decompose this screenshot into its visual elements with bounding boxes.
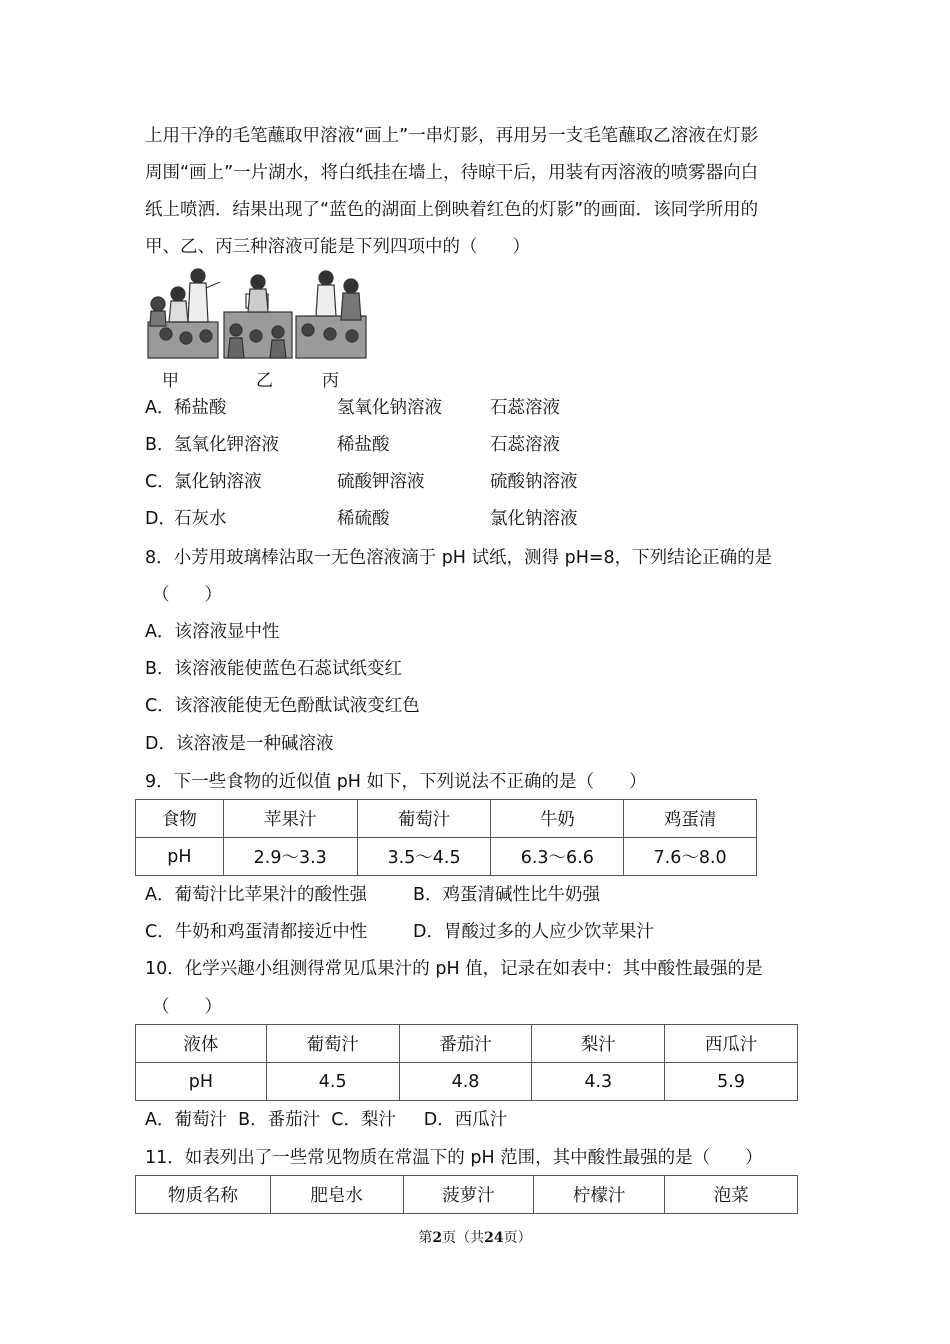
figure-label-bing: 丙 [322,371,339,391]
footer-suffix: 页） [503,1230,532,1246]
figure-label-yi: 乙 [256,371,273,391]
table-cell: 葡萄汁 [357,800,491,838]
option-col3: 氯化钠溶液 [490,509,578,529]
table-cell: 7.6～8.0 [624,838,757,876]
q8-option-b[interactable]: B．该溶液能使蓝色石蕊试纸变红 [145,659,403,679]
table-cell: 番茄汁 [399,1025,532,1063]
option-letter: D． [145,509,176,529]
q9-stem: 9．下一些食物的近似值 pH 如下，下列说法不正确的是（ ） [145,772,647,792]
table-cell: 5.9 [665,1063,798,1101]
q10-stem: 10．化学兴趣小组测得常见瓜果汁的 pH 值，记录在如表中：其中酸性最强的是 [145,959,763,979]
q10-table [135,1024,798,1101]
option-col3: 石蕊溶液 [490,398,560,418]
q11-stem: 11．如表列出了一些常见物质在常温下的 pH 范围，其中酸性最强的是（ ） [145,1148,763,1168]
table-row [136,800,757,838]
footer-mid: 页（共 [442,1230,485,1246]
option-col1: 石灰水 [174,509,227,529]
page-number: 2 [432,1230,443,1246]
q9-option-b[interactable]: B．鸡蛋清碱性比牛奶强 [413,885,601,905]
q8-stem: 8．小芳用玻璃棒沾取一无色溶液滴于 pH 试纸，测得 pH=8，下列结论正确的是 [145,548,773,568]
table-cell: pH [136,1063,267,1101]
table-cell: 西瓜汁 [665,1025,798,1063]
table-cell: 液体 [136,1025,267,1063]
option-letter: C． [145,472,175,492]
table-cell: 4.8 [399,1063,532,1101]
q11-table [135,1175,798,1214]
classroom-illustration [146,264,368,362]
table-cell: pH [136,838,224,876]
footer-prefix: 第 [418,1230,433,1246]
option-col2: 氢氧化钠溶液 [337,398,442,418]
option-col2: 硫酸钾溶液 [337,472,425,492]
option-col2: 稀硫酸 [337,509,390,529]
page-footer [0,1227,950,1247]
q10-options[interactable]: A．葡萄汁 B．番茄汁 C．梨汁 D．西瓜汁 [145,1110,508,1130]
option-col1: 氯化钠溶液 [174,472,262,492]
table-cell: 葡萄汁 [266,1025,399,1063]
option-col1: 氢氧化钾溶液 [174,435,279,455]
option-col2: 稀盐酸 [337,435,390,455]
intro-line-4: 甲、乙、丙三种溶液可能是下列四项中的（ ） [145,237,530,257]
table-cell: 牛奶 [491,800,624,838]
total-pages: 24 [484,1230,504,1246]
option-letter: A． [145,398,175,418]
table-cell: 菠萝汁 [403,1176,534,1214]
q9-table [135,799,757,876]
table-cell: 肥皂水 [270,1176,403,1214]
q10-paren: （ ） [152,997,222,1017]
table-cell: 泡菜 [665,1176,798,1214]
table-cell: 物质名称 [136,1176,271,1214]
table-cell: 苹果汁 [223,800,357,838]
table-cell: 柠檬汁 [534,1176,665,1214]
intro-line-3: 纸上喷洒．结果出现了“蓝色的湖面上倒映着红色的灯影”的画面．该同学所用的 [145,200,759,220]
table-cell: 6.3～6.6 [491,838,624,876]
intro-line-2: 周围“画上”一片湖水，将白纸挂在墙上，待晾干后，用装有丙溶液的喷雾器向白 [145,163,759,183]
option-col3: 石蕊溶液 [490,435,560,455]
table-row [136,1025,798,1063]
table-row [136,1063,798,1101]
option-col1: 稀盐酸 [174,398,227,418]
table-cell: 4.3 [532,1063,665,1101]
option-col3: 硫酸钠溶液 [490,472,578,492]
q8-paren: （ ） [152,585,222,605]
table-cell: 4.5 [266,1063,399,1101]
q8-option-d[interactable]: D．该溶液是一种碱溶液 [145,734,334,754]
table-cell: 3.5～4.5 [357,838,491,876]
table-row [136,1176,798,1214]
table-cell: 2.9～3.3 [223,838,357,876]
q9-option-c[interactable]: C．牛奶和鸡蛋清都接近中性 [145,922,368,942]
option-letter: B． [145,435,175,455]
q8-option-c[interactable]: C．该溶液能使无色酚酞试液变红色 [145,696,420,716]
q9-option-a[interactable]: A．葡萄汁比苹果汁的酸性强 [145,885,367,905]
q8-option-a[interactable]: A．该溶液显中性 [145,622,280,642]
table-row [136,838,757,876]
intro-line-1: 上用干净的毛笔蘸取甲溶液“画上”一串灯影，再用另一支毛笔蘸取乙溶液在灯影 [145,126,759,146]
table-cell: 梨汁 [532,1025,665,1063]
table-cell: 鸡蛋清 [624,800,757,838]
table-cell: 食物 [136,800,224,838]
q9-option-d[interactable]: D．胃酸过多的人应少饮苹果汁 [413,922,654,942]
figure-label-jia: 甲 [162,371,179,391]
